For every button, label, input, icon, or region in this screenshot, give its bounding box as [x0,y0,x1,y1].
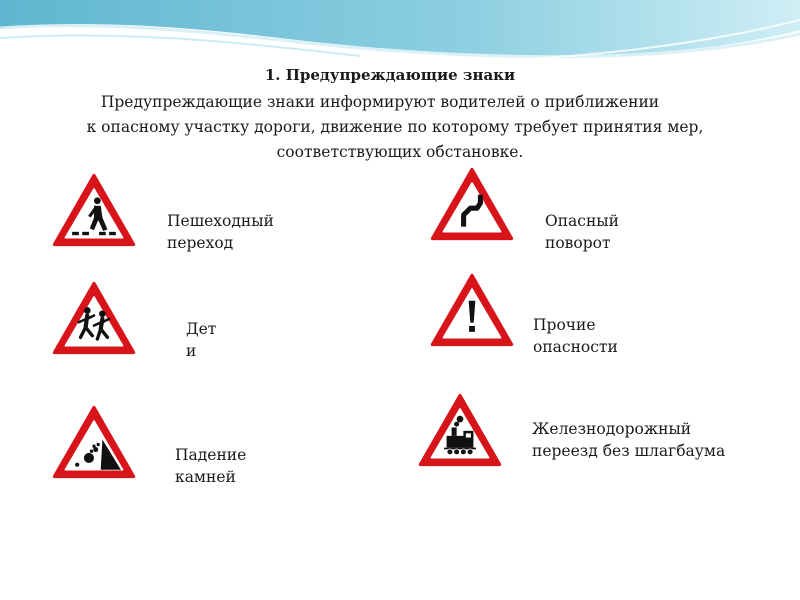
dangerous-curve-sign-icon [430,166,514,242]
falling-rocks-sign-icon [52,404,136,480]
railway-crossing-label: Железнодорожный переезд без шлагбаума [532,420,726,460]
pedestrian-crossing-label: Пешеходный переход [167,212,274,252]
children-sign-icon [52,280,136,356]
falling-rocks-label: Падение камней [175,446,247,486]
intro-paragraph [40,90,760,165]
intro-line-2: к опасному участку дороги, движение по которому требует принятия мер, [86,118,704,136]
intro-line-1: Предупреждающие знаки информируют водителей о приближении [100,93,660,111]
intro-line-3: соответствующих обстановке. [276,143,524,161]
section-heading: 1. Предупреждающие знаки [264,66,516,84]
railway-crossing-no-barrier-sign-icon [418,392,502,468]
other-dangers-sign-icon [430,272,514,348]
other-dangers-label: Прочие опасности [533,316,618,356]
pedestrian-crossing-sign-icon [52,172,136,248]
dangerous-curve-label: Опасный поворот [545,212,619,252]
children-label: Дет и [186,320,217,360]
